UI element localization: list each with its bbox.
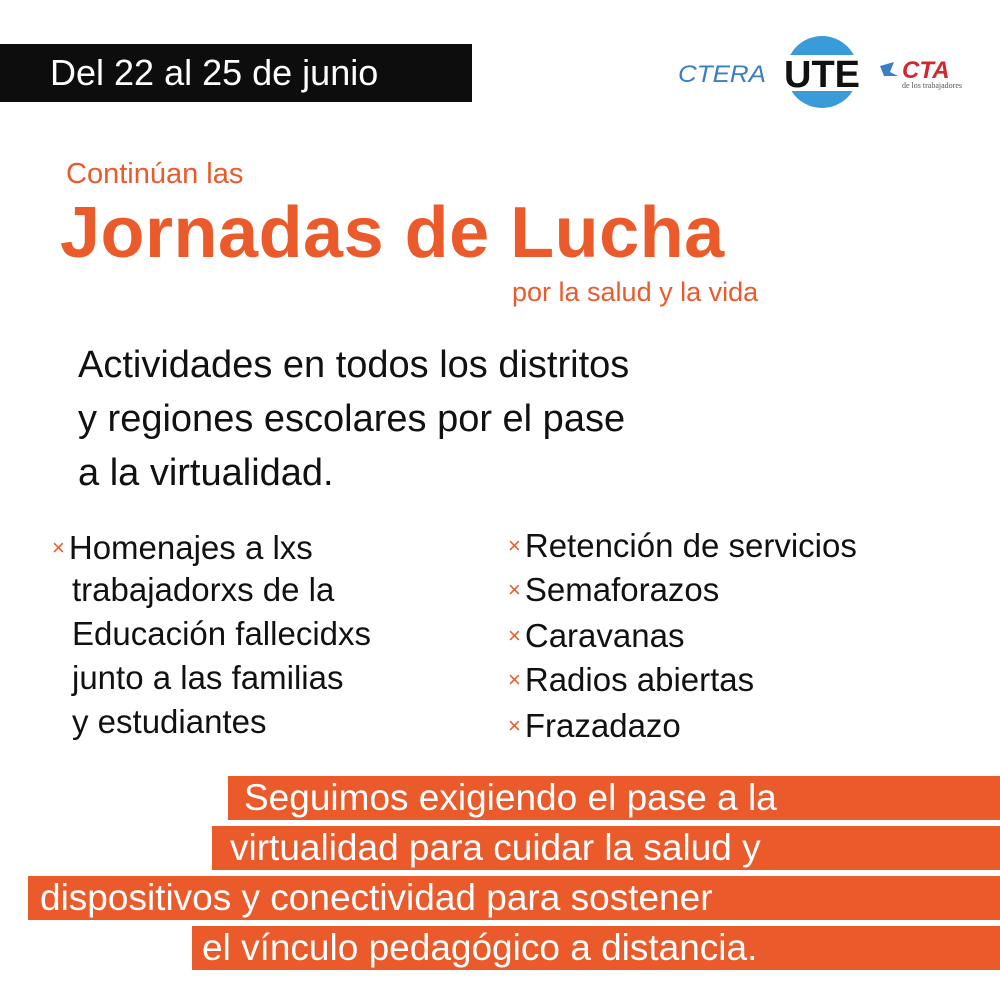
cross-icon: × — [508, 623, 521, 648]
list-item — [508, 616, 684, 656]
headline-title: Jornadas de Lucha — [60, 193, 725, 273]
activities-line: Actividades en todos los distritos — [78, 344, 630, 386]
activities-line: y regiones escolares por el pase — [78, 398, 626, 440]
activities-line: a la virtualidad. — [78, 452, 334, 494]
closing-line: virtualidad para cuidar la salud y — [230, 827, 761, 868]
list-item-continuation: junto a las familias — [72, 659, 344, 696]
closing-line: dispositivos y conectividad para sostener — [40, 877, 713, 918]
cross-icon: × — [52, 535, 65, 560]
cross-icon: × — [508, 533, 521, 558]
ctera-logo — [678, 61, 766, 88]
list-item-label: Radios abiertas — [524, 661, 755, 698]
list-item — [508, 526, 857, 566]
cross-icon: × — [508, 667, 521, 692]
list-item — [508, 570, 719, 610]
list-item-label: Frazadazo — [524, 707, 681, 744]
ute-logo — [780, 36, 864, 108]
svg-text:CTERA: CTERA — [678, 61, 766, 88]
cross-icon: × — [508, 577, 521, 602]
list-item — [508, 660, 754, 700]
headline-subtitle: por la salud y la vida — [512, 277, 759, 307]
cta-logo — [880, 57, 962, 90]
list-item-label: Semaforazos — [524, 571, 720, 608]
list-item-label: Caravanas — [524, 617, 685, 654]
list-item-continuation: y estudiantes — [72, 703, 267, 740]
svg-text:de los trabajadores: de los trabajadores — [902, 81, 962, 90]
svg-text:CTA: CTA — [902, 57, 950, 84]
svg-text:UTE: UTE — [784, 54, 860, 96]
list-item-continuation: trabajadorxs de la — [72, 571, 335, 608]
cross-icon: × — [508, 713, 521, 738]
list-item-label: Retención de servicios — [524, 527, 857, 564]
date-text: Del 22 al 25 de junio — [50, 52, 379, 93]
closing-line: Seguimos exigiendo el pase a la — [244, 777, 777, 818]
list-item — [52, 528, 313, 568]
union-logos — [676, 36, 976, 108]
headline-lead: Continúan las — [66, 158, 244, 190]
list-item-label: Homenajes a lxs — [68, 529, 313, 566]
list-item-continuation: Educación fallecidxs — [72, 615, 371, 652]
closing-line: el vínculo pedagógico a distancia. — [202, 927, 758, 968]
list-item — [508, 706, 681, 746]
